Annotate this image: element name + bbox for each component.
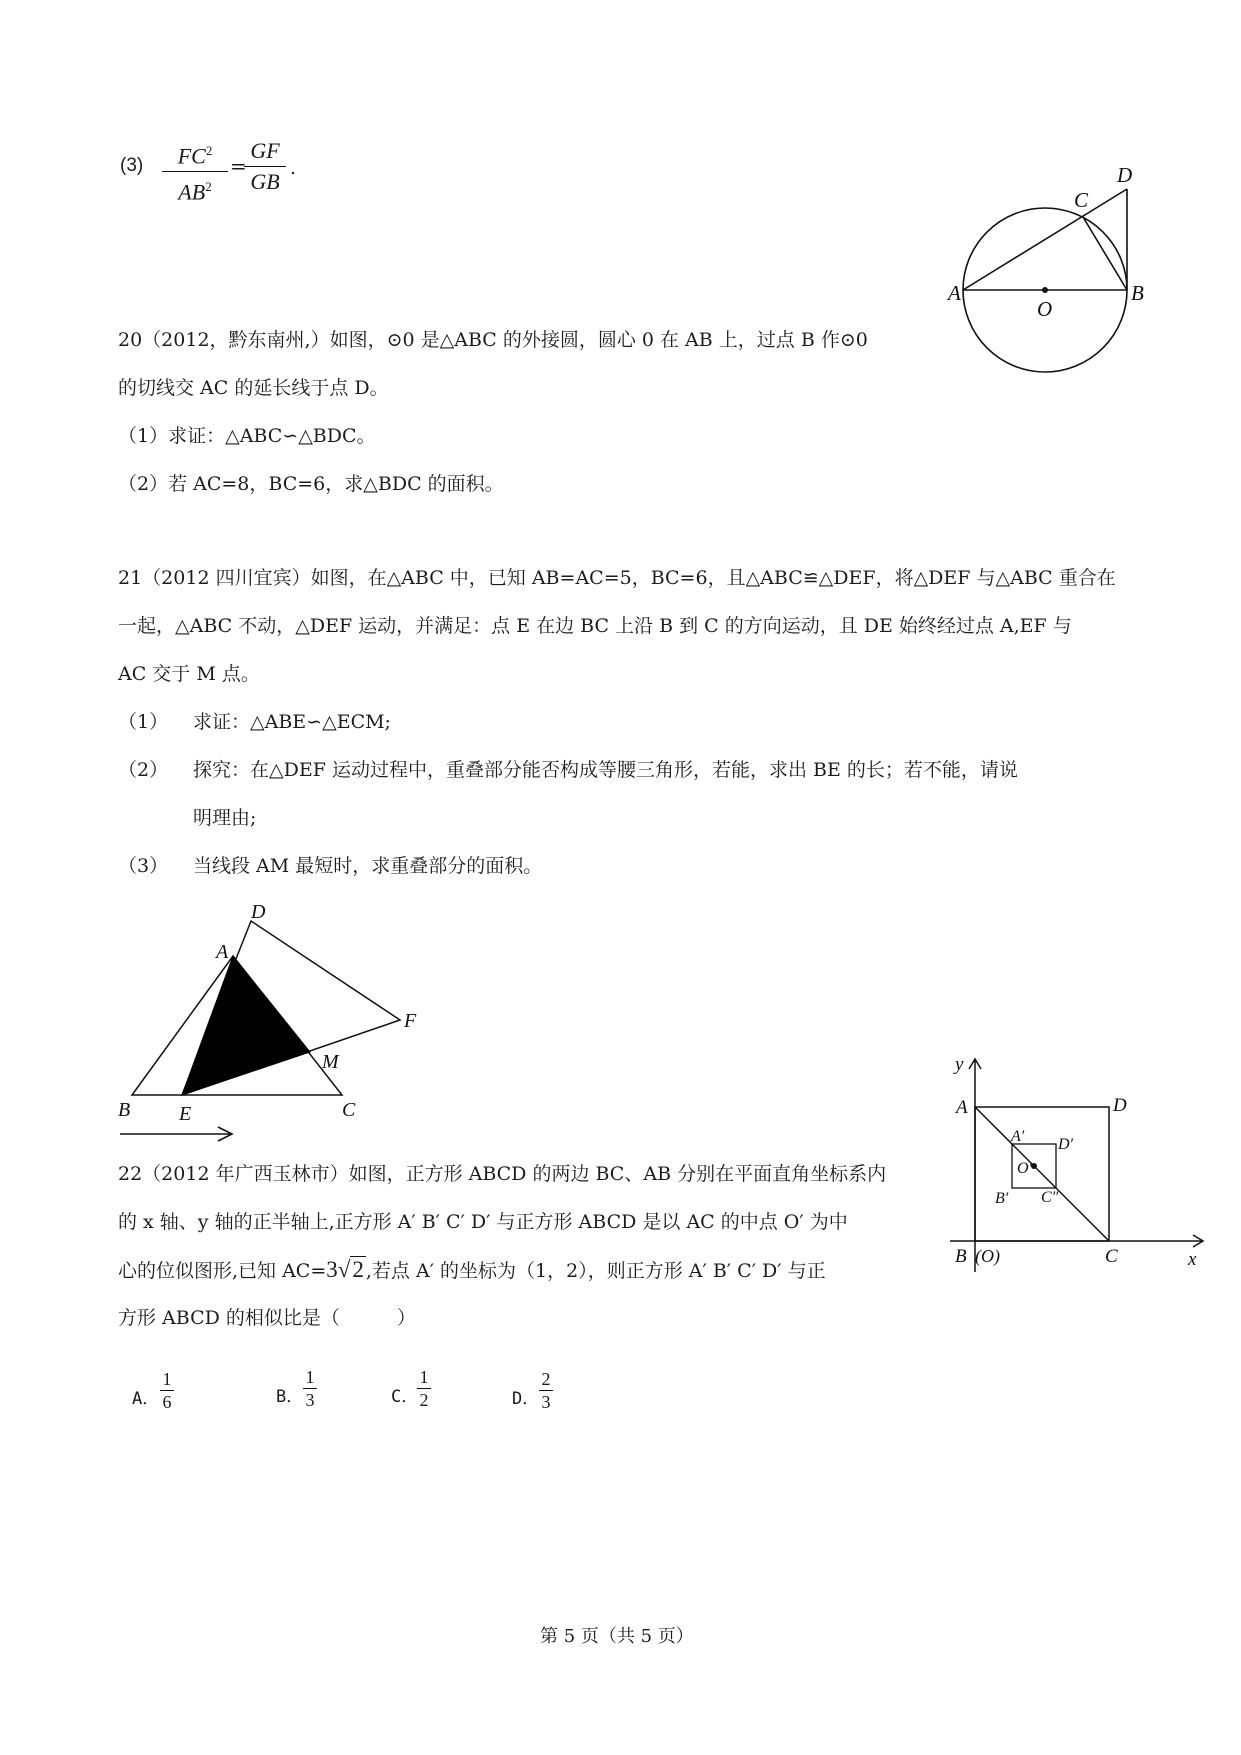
q19-period: . <box>290 157 297 179</box>
q21-label-C: C <box>342 1099 356 1121</box>
q22-option-B-num: 1 <box>305 1367 315 1387</box>
q22-label-B: B <box>955 1246 967 1267</box>
q22-option-C-num: 1 <box>419 1367 429 1387</box>
q22-label-D: D <box>1113 1095 1127 1116</box>
q22-label-C: C <box>1105 1246 1118 1267</box>
q21-item2b: 明理由; <box>193 807 257 829</box>
sqrt-icon: √ <box>337 1257 351 1282</box>
q22-label-O-prime: O′ <box>1017 1160 1033 1177</box>
q22-option-B-den: 3 <box>305 1390 315 1410</box>
q22-line-3a: 心的位似图形,已知 AC= <box>118 1260 327 1282</box>
q20-line-AD <box>963 189 1127 290</box>
q19-fraction-1 <box>162 138 228 206</box>
q21-line-1: 21（2012 四川宜宾）如图，在△ABC 中，已知 AB=AC=5，BC=6，且△ABC≌△DEF，将△DEF 与△ABC 重合在 <box>118 567 1116 589</box>
q22-diagonal-AC <box>975 1107 1109 1241</box>
page-footer: 第 5 页（共 5 页） <box>540 1626 694 1647</box>
q19-frac1-den: AB <box>178 179 206 205</box>
q22-option-C-fraction <box>417 1368 431 1409</box>
q19-frac2-num: GF <box>250 138 280 163</box>
q21-label-F: F <box>404 1010 417 1032</box>
q19-frac1-den-sup: 2 <box>205 179 212 195</box>
q21-label-A: A <box>216 941 229 963</box>
q22-ac-coefficient: 3 <box>326 1257 338 1282</box>
q22-line-3 <box>118 1256 826 1285</box>
q21-triangle-figure <box>112 896 432 1156</box>
q20-line-4: （2）若 AC=8，BC=6，求△BDC 的面积。 <box>118 473 504 495</box>
q21-label-E: E <box>179 1103 192 1125</box>
q22-label-D-prime: D′ <box>1058 1136 1074 1153</box>
q19-fraction-2 <box>244 138 286 195</box>
q22-ac-radicand: 2 <box>352 1257 364 1282</box>
q22-option-B-fraction <box>303 1368 317 1409</box>
q21-item2-num: （2） <box>118 759 169 781</box>
q22-option-D-num: 2 <box>541 1369 551 1389</box>
q20-center-dot <box>1042 287 1048 293</box>
q20-label-A: A <box>948 281 961 305</box>
q20-label-O: O <box>1037 297 1053 321</box>
q20-label-B: B <box>1131 281 1144 305</box>
q22-label-y: y <box>955 1054 964 1075</box>
q22-label-B-prime: B′ <box>995 1190 1009 1207</box>
q21-label-M: M <box>322 1051 339 1073</box>
q22-line-4: 方形 ABCD 的相似比是（ ） <box>118 1307 416 1329</box>
q20-chord-CB <box>1083 217 1127 290</box>
q21-line-2: 一起，△ABC 不动，△DEF 运动，并满足：点 E 在边 BC 上沿 B 到 C 的方向运动，且 DE 始终经过点 A,EF 与 <box>118 615 1072 637</box>
q22-square-figure <box>945 1055 1210 1285</box>
q20-line-1: 20（2012，黔东南州,）如图，⊙0 是△ABC 的外接圆，圆心 0 在 AB 上，过点 B 作⊙0 <box>118 329 868 351</box>
q21-line-3: AC 交于 M 点。 <box>118 663 260 685</box>
q22-option-D-fraction <box>539 1370 553 1411</box>
q22-label-A-prime: A′ <box>1011 1128 1025 1145</box>
q22-option-A-den: 6 <box>162 1392 172 1412</box>
q21-item3-num: （3） <box>118 855 169 877</box>
q22-option-B-label: B． <box>276 1387 304 1407</box>
q21-item1-num: （1） <box>118 711 169 733</box>
q22-ac-value <box>326 1256 366 1282</box>
q21-item2a: 探究：在△DEF 运动过程中，重叠部分能否构成等腰三角形，若能，求出 BE 的长；若不能，请说 <box>193 759 1018 781</box>
q22-option-C-den: 2 <box>419 1390 429 1410</box>
q22-line-3b: ,若点 A′ 的坐标为（1，2），则正方形 A′ B′ C′ D′ 与正 <box>365 1260 826 1282</box>
q22-label-A: A <box>956 1097 968 1118</box>
q20-line-2: 的切线交 AC 的延长线于点 D。 <box>118 377 389 399</box>
q21-item1: 求证：△ABE∽△ECM; <box>193 711 391 733</box>
q19-frac2-den: GB <box>250 169 280 194</box>
q21-overlap-region <box>182 956 310 1095</box>
q22-option-A-label: A． <box>132 1389 160 1409</box>
q20-circle-figure <box>950 160 1150 375</box>
q22-label-O: (O) <box>975 1246 1000 1266</box>
q22-option-A-fraction <box>160 1370 174 1411</box>
q20-label-C: C <box>1074 188 1089 212</box>
q22-option-D-den: 3 <box>541 1392 551 1412</box>
q22-line-2: 的 x 轴、y 轴的正半轴上,正方形 A′ B′ C′ D′ 与正方形 ABCD 是以 AC 的中点 O′ 为中 <box>118 1211 848 1233</box>
q19-frac1-num: FC <box>177 143 206 169</box>
q19-item3-label: (3) <box>120 155 144 176</box>
q20-label-D: D <box>1117 163 1133 187</box>
q22-label-x: x <box>1188 1249 1197 1270</box>
q22-option-A-num: 1 <box>162 1369 172 1389</box>
q22-label-C-prime: C″ <box>1041 1189 1059 1206</box>
q22-line-1: 22（2012 年广西玉林市）如图，正方形 ABCD 的两边 BC、AB 分别在平面直角坐标系内 <box>118 1163 887 1185</box>
q21-label-D: D <box>251 901 266 923</box>
q22-option-C-label: C． <box>391 1387 419 1407</box>
q19-equals: = <box>230 154 247 178</box>
q19-frac1-num-sup: 2 <box>205 143 213 158</box>
q21-item3: 当线段 AM 最短时，求重叠部分的面积。 <box>193 855 543 877</box>
q22-option-D-label: D． <box>512 1389 540 1409</box>
q21-label-B: B <box>118 1099 131 1121</box>
q20-line-3: （1）求证：△ABC∽△BDC。 <box>118 425 376 447</box>
